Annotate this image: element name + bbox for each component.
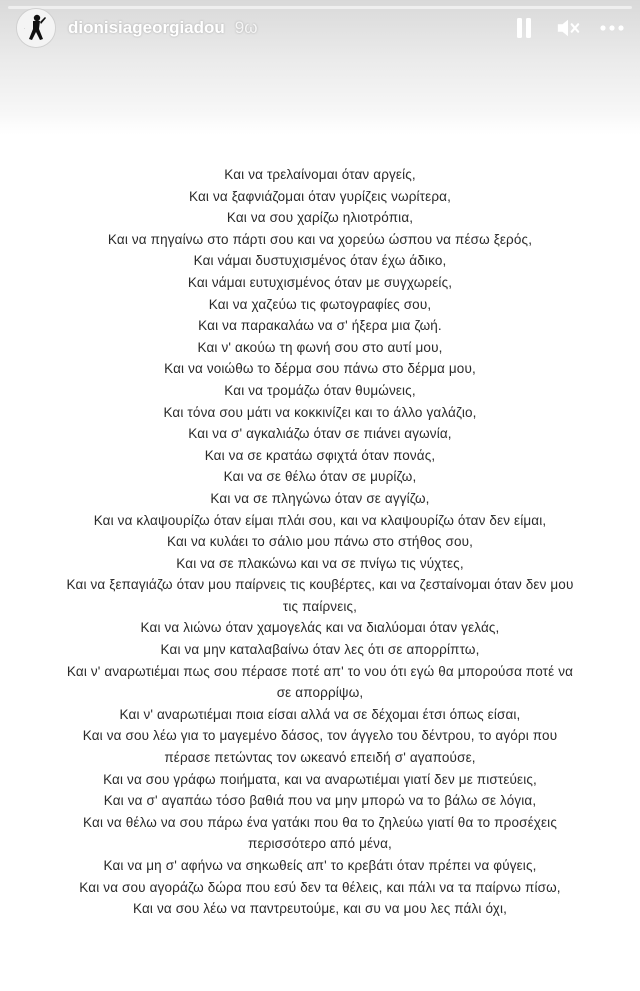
story-timestamp: 9ω (234, 18, 258, 37)
pause-icon (514, 17, 534, 39)
poem-line: Και να πηγαίνω στο πάρτι σου και να χορεύω ώσπου να πέσω ξερός, (107, 231, 533, 247)
avatar-silhouette-icon (17, 9, 55, 47)
mute-icon (556, 17, 580, 39)
poem-line: Και ν' αναρωτιέμαι πως σου πέρασε ποτέ απ' το νου ότι εγώ θα μπορούσα ποτέ να σε απορρίψω, (66, 663, 574, 701)
poem-line: Και να σ' αγαπάω τόσο βαθιά που να μην μπορώ να το βάλω σε λόγια, (103, 793, 537, 809)
poem-line: Και να χαζεύω τις φωτογραφίες σου, (208, 296, 432, 312)
mute-button[interactable] (556, 16, 580, 40)
poem-line: Και ν' ακούω τη φωνή σου στο αυτί μου, (197, 339, 443, 355)
more-options-button[interactable] (600, 16, 624, 40)
poem-line: Και να ξεπαγιάζω όταν μου παίρνεις τις κουβέρτες, και να ζεσταίνομαι όταν δεν μου τις παίρνεις, (66, 577, 574, 614)
poem-line: Και να θέλω να σου πάρω ένα γατάκι που θα το ζηλεύω γιατί θα το προσέχεις περισσότερο από μένα, (83, 814, 557, 852)
poem-line: Και να σε πληγώνω όταν σε αγγίζω, (210, 490, 430, 506)
poem-line: Και να σου αγοράζω δώρα που εσύ δεν τα θέλεις, και πάλι να τα παίρνω πίσω, (79, 879, 561, 895)
poem-line: Και νάμαι δυστυχισμένος όταν έχω άδικο, (193, 253, 447, 269)
story-username[interactable]: dionisiageorgiadou (68, 18, 225, 37)
poem-line: Και να κλαψουρίζω όταν είμαι πλάι σου, και να κλαψουρίζω όταν δεν είμαι, (93, 512, 547, 528)
poem-line: Και να σου λέω για το μαγεμένο δάσος, τον άγγελο του δέντρου, το αγόρι που πέρασε πετώντας τον ωκεανό επειδή σ' αγαπούσε, (82, 728, 558, 766)
poem-line: Και τόνα σου μάτι να κοκκινίζει και το άλλο γαλάζιο, (163, 404, 477, 420)
svg-text:·: · (24, 26, 26, 31)
poem-line: Και να σε κρατάω σφιχτά όταν πονάς, (204, 447, 436, 463)
poem-line: Και να μην καταλαβαίνω όταν λες ότι σε απορρίπτω, (160, 642, 480, 658)
poem-line: Και να νοιώθω το δέρμα σου πάνω στο δέρμα μου, (164, 361, 476, 377)
more-icon (600, 24, 624, 32)
poem-line: Και να τρελαίνομαι όταν αργείς, (224, 167, 416, 182)
story-controls (512, 16, 624, 40)
poem-line: Και να σου χαρίζω ηλιοτρόπια, (226, 210, 414, 226)
pause-button[interactable] (512, 16, 536, 40)
poem-line: Και να σου λέω να παντρευτούμε, και συ να μου λες πάλι όχι, (132, 901, 508, 917)
poem-line: Και να λιώνω όταν χαμογελάς και να διαλύομαι όταν γελάς, (140, 620, 500, 636)
poem-line: Και να σ' αγκαλιάζω όταν σε πιάνει αγωνία, (188, 426, 452, 442)
poem-text (60, 164, 580, 920)
poem-line: Και να τρομάζω όταν θυμώνεις, (224, 382, 416, 398)
poem-line: Και νάμαι ευτυχισμένος όταν με συγχωρείς, (187, 274, 453, 290)
poem-line: Και να σε πλακώνω και να σε πνίγω τις νύχτες, (176, 555, 464, 571)
poem-line: Και να παρακαλάω να σ' ήξερα μια ζωή. (198, 318, 442, 334)
poem-line: Και να ξαφνιάζομαι όταν γυρίζεις νωρίτερα, (188, 188, 452, 204)
poem-line: Και να σου γράφω ποιήματα, και να αναρωτιέμαι γιατί δεν με πιστεύεις, (103, 771, 537, 787)
poem-line: Και να μη σ' αφήνω να σηκωθείς απ' το κρεβάτι όταν πρέπει να φύγεις, (103, 858, 537, 873)
poem-line: Και ν' αναρωτιέμαι ποια είσαι αλλά να σε δέχομαι έτσι όπως είσαι, (119, 706, 521, 722)
poem-line: Και να κυλάει το σάλιο μου πάνω στο στήθος σου, (166, 534, 474, 550)
poem-line: Και να σε θέλω όταν σε μυρίζω, (223, 469, 417, 485)
avatar[interactable] (16, 8, 56, 48)
story-header (16, 8, 624, 48)
